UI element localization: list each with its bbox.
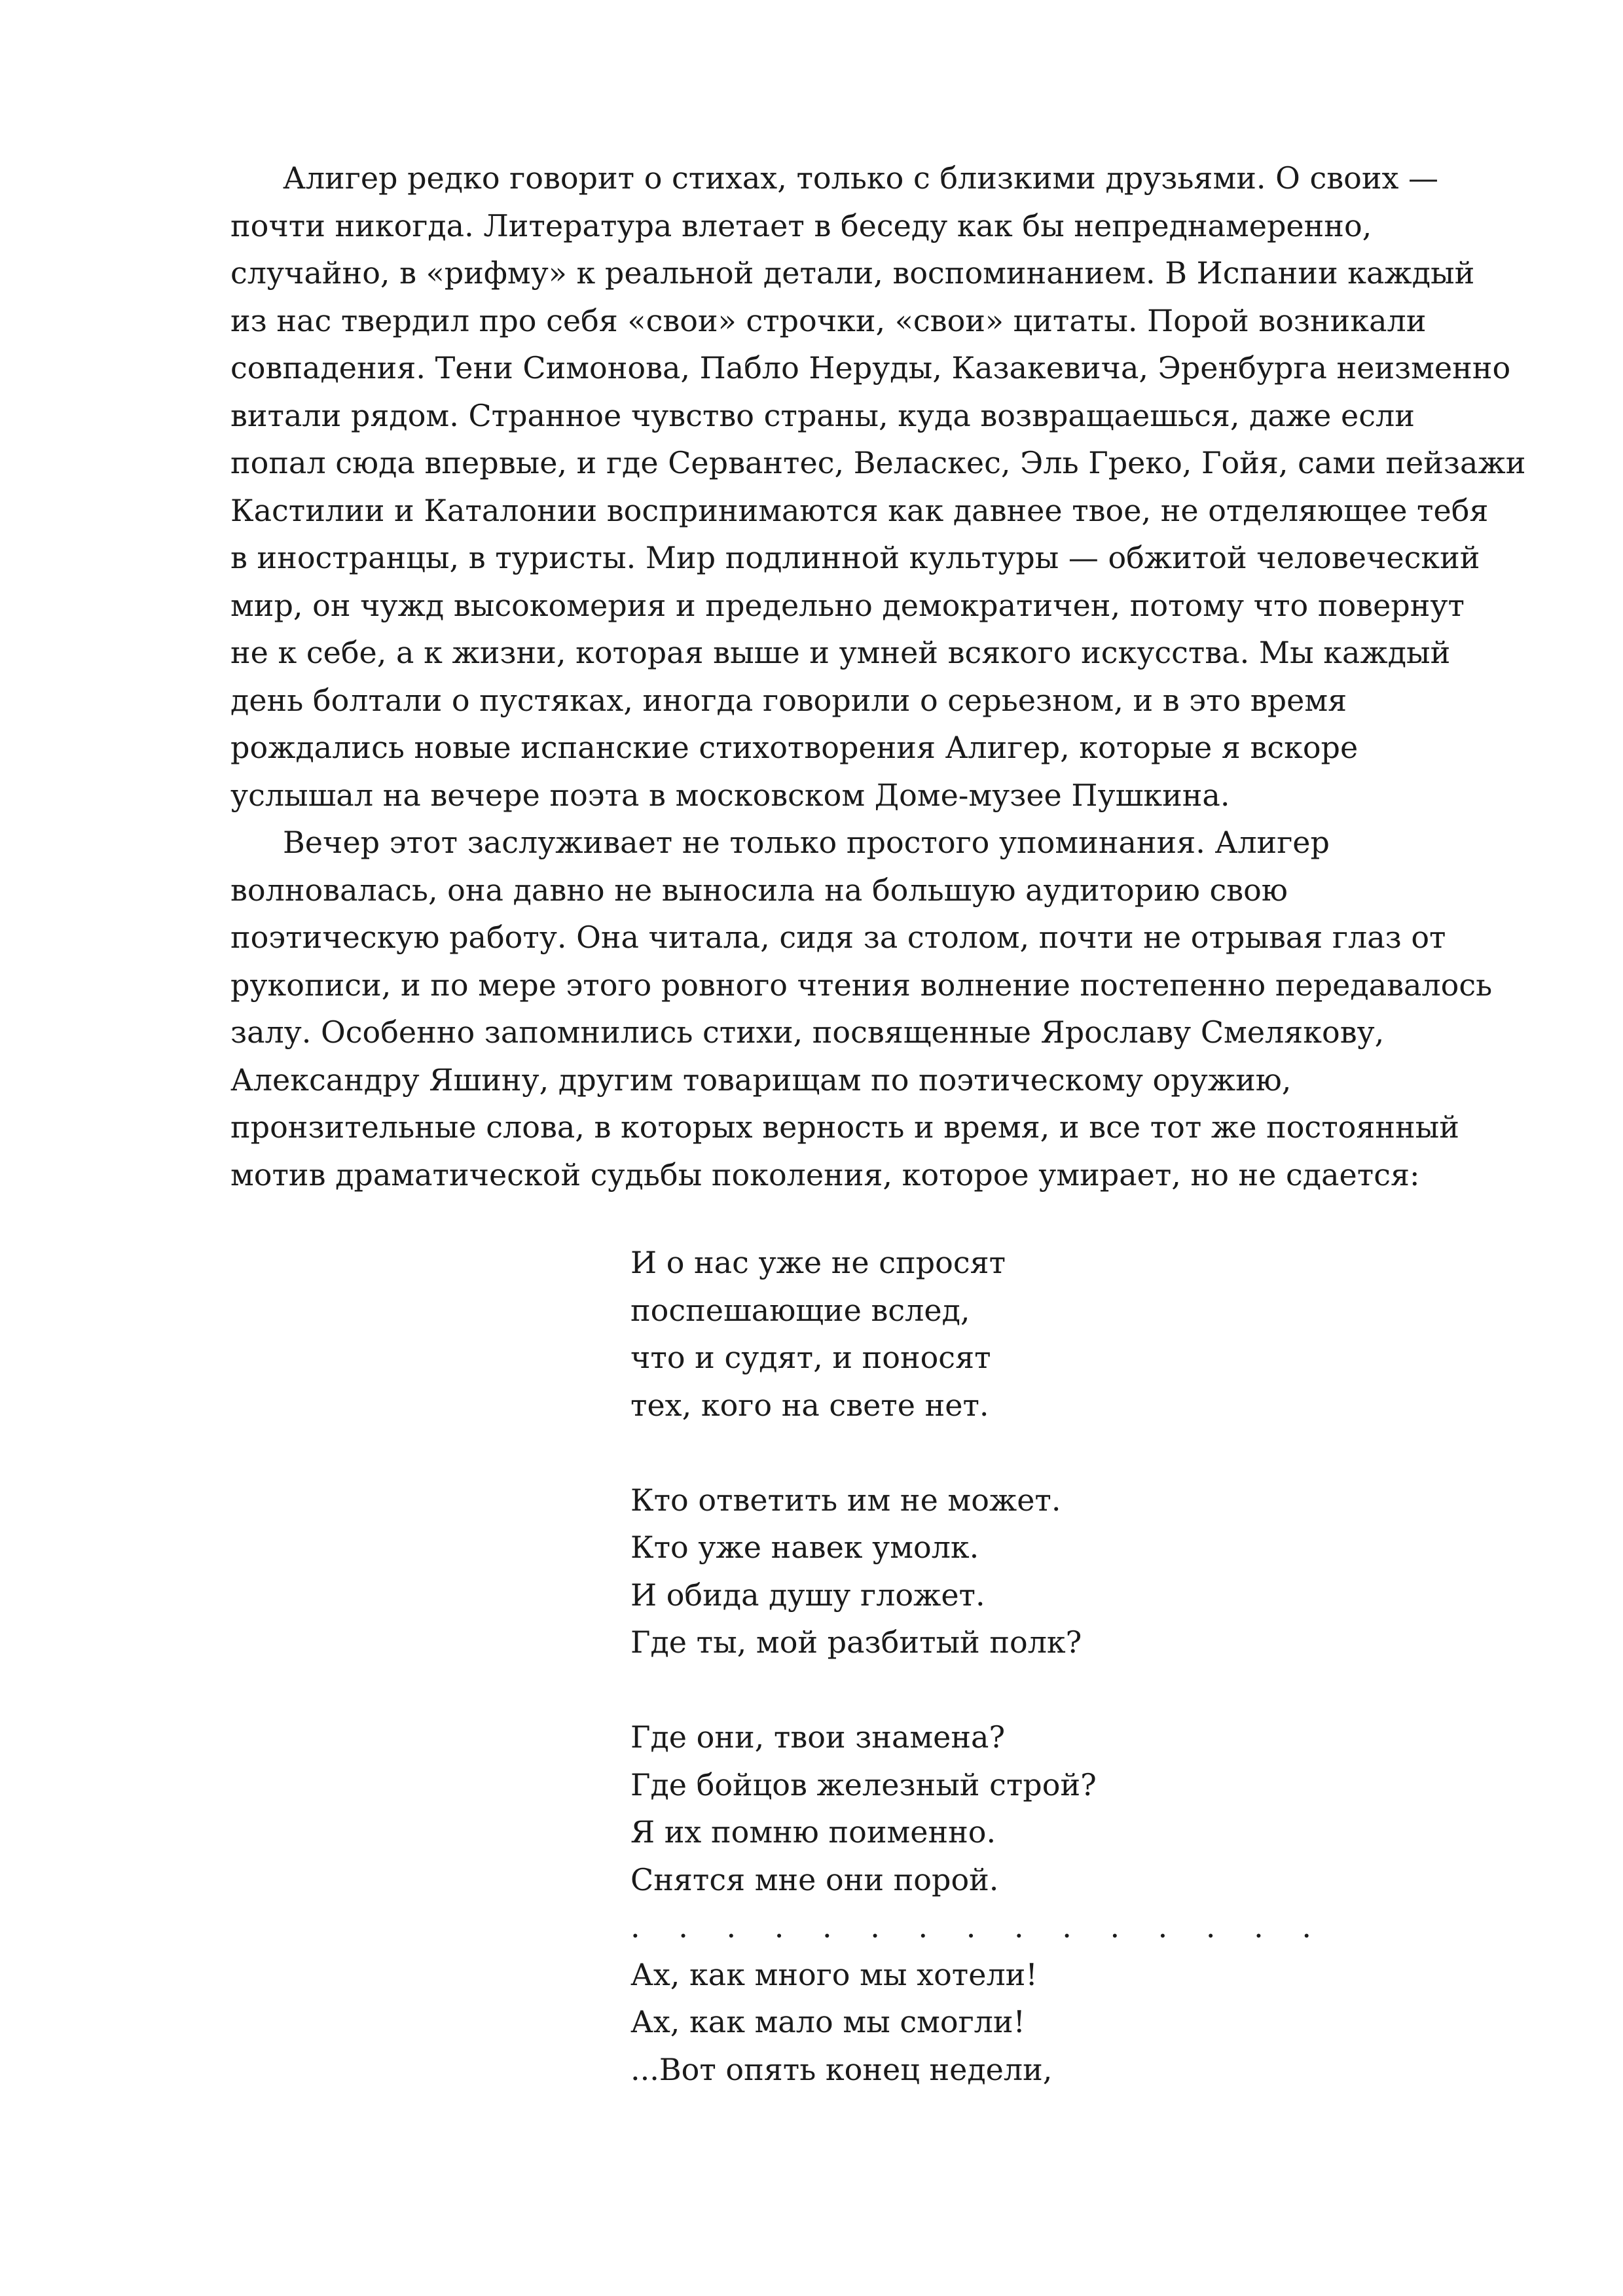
paragraph-line: залу. Особенно запомнились стихи, посвященные Ярославу Смелякову, xyxy=(230,1014,1385,1050)
verse-line: что и судят, и поносят xyxy=(630,1340,991,1375)
verse-line: И о нас уже не спросят xyxy=(630,1245,1006,1280)
paragraph-line: услышал на вечере поэта в московском Доме-музее Пушкина. xyxy=(230,777,1230,813)
paragraph-2 xyxy=(230,819,1493,1198)
verse-line: поспешающие вслед, xyxy=(630,1292,970,1328)
paragraph-line: в иностранцы, в туристы. Мир подлинной культуры — обжитой человеческий xyxy=(230,540,1480,575)
verse-line: Снятся мне они порой. xyxy=(630,1861,999,1897)
paragraph-line: мир, он чужд высокомерия и предельно демократичен, потому что повернут xyxy=(230,587,1465,623)
paragraph-line: совпадения. Тени Симонова, Пабло Неруды, Казакевича, Эренбурга неизменно xyxy=(230,350,1511,386)
prose-body xyxy=(230,154,1526,1198)
verse-line: И обида душу гложет. xyxy=(630,1577,985,1613)
poem-stanza-3 xyxy=(630,1713,1326,2093)
verse-line: тех, кого на свете нет. xyxy=(630,1387,989,1423)
paragraph-line: Вечер этот заслуживает не только простого упоминания. Алигер xyxy=(283,825,1330,860)
paragraph-line: Алигер редко говорит о стихах, только с близкими друзьями. О своих — xyxy=(283,160,1439,196)
poem-stanza-2 xyxy=(630,1477,1285,1666)
paragraph-line: Кастилии и Каталонии воспринимаются как давнее твое, не отделяющее тебя xyxy=(230,492,1489,528)
paragraph-line: случайно, в «рифму» к реальной детали, воспоминанием. В Испании каждый xyxy=(230,255,1475,291)
paragraph-line: рукописи, и по мере этого ровного чтения волнение постепенно передавалось xyxy=(230,967,1493,1003)
paragraph-line: почти никогда. Литература влетает в беседу как бы непреднамеренно, xyxy=(230,207,1372,243)
verse-line: Где ты, мой разбитый полк? xyxy=(630,1624,1082,1660)
paragraph-1 xyxy=(230,154,1526,819)
verse-line: Кто ответить им не может. xyxy=(630,1482,1061,1518)
verse-line: ...Вот опять конец недели, xyxy=(630,2051,1053,2087)
verse-line: Кто уже навек умолк. xyxy=(630,1530,979,1565)
paragraph-line: поэтическую работу. Она читала, сидя за столом, почти не отрывая глаз от xyxy=(230,920,1446,955)
poem-stanza-1 xyxy=(630,1239,1285,1429)
verse-line: Ах, как много мы хотели! xyxy=(630,1956,1038,1992)
paragraph-line: витали рядом. Странное чувство страны, куда возвращаешься, даже если xyxy=(230,397,1415,433)
paragraph-line: Александру Яшину, другим товарищам по поэтическому оружию, xyxy=(230,1062,1292,1098)
paragraph-line: не к себе, а к жизни, которая выше и умней всякого искусства. Мы каждый xyxy=(230,635,1451,670)
paragraph-line: мотив драматической судьбы поколения, которое умирает, но не сдается: xyxy=(230,1157,1420,1193)
verse-line: Я их помню поименно. xyxy=(630,1814,996,1850)
paragraph-line: пронзительные слова, в которых верность и время, и все тот же постоянный xyxy=(230,1109,1459,1145)
paragraph-line: день болтали о пустяках, иногда говорили о серьезном, и в это время xyxy=(230,682,1347,718)
verse-line: Ах, как мало мы смогли! xyxy=(630,2004,1026,2039)
paragraph-line: рождались новые испанские стихотворения Алигер, которые я вскоре xyxy=(230,730,1359,765)
paragraph-line: из нас твердил про себя «свои» строчки, «свои» цитаты. Порой возникали xyxy=(230,302,1427,338)
poem-quote xyxy=(630,1239,1326,2093)
verse-line: Где бойцов железный строй? xyxy=(630,1767,1097,1803)
paragraph-line: волновалась, она давно не выносила на большую аудиторию свою xyxy=(230,872,1288,908)
poem-omission-dots: . . . . . . . . . . . . . . . xyxy=(630,1909,1326,1945)
verse-line: Где они, твои знамена? xyxy=(630,1719,1006,1755)
paragraph-line: попал сюда впервые, и где Сервантес, Веласкес, Эль Греко, Гойя, сами пейзажи xyxy=(230,445,1526,480)
